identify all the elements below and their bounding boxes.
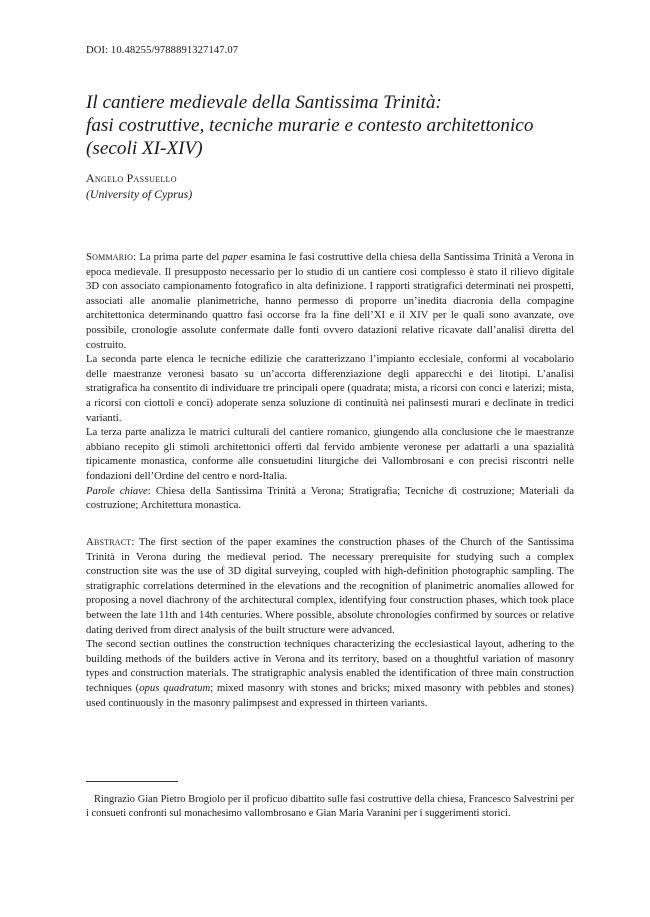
keywords (86, 484, 574, 513)
abstract-paragraph (86, 637, 574, 710)
author-affiliation: (University of Cyprus) (86, 187, 193, 201)
footnote-rule (86, 781, 178, 782)
author-name: Angelo Passuello (86, 171, 177, 185)
text-run: paper (222, 251, 248, 263)
sommario-section (86, 250, 574, 513)
sommario-paragraph: La seconda parte elenca le tecniche edilizie che caratterizzano l’impianto ecclesiale, conformi al vocabolario delle maestranze veronesi basato su un’accorta differenziazione degli apparecchi e dei litotipi. L’analisi stratigrafica ha consentito di individuare tre principali opere (quadrata; mista, a ricorsi con conci e laterizi; mista, a ricorsi con ciottoli e conci) adoperate senza soluzione di continuità nei palinsesti murari e declinate in tredici varianti. (86, 353, 574, 424)
title-line: fasi costruttive, tecniche murarie e contesto architettonico (86, 115, 534, 136)
title-line: Il cantiere medievale della Santissima Trinità: (86, 92, 442, 113)
text-run: opus quadratum (139, 681, 211, 694)
abstract-paragraph (86, 535, 574, 637)
text-run: The second section outlines the construction techniques characterizing the ecclesiastical layout, adhering to the building methods of the builders active in Verona and its territory, based on a thoughtful variation of masonry types and construction materials. The stratigraphic analysis enabled the identification of three main construction techniques ( (86, 638, 574, 694)
sommario-label: Sommario: (86, 251, 137, 263)
paper-title (86, 91, 574, 160)
footnote: Ringrazio Gian Pietro Brogiolo per il proficuo dibattito sulle fasi costruttive della chiesa, Francesco Salvestrini per i consueti confronti sul monachesimo vallombrosano e Gian Maria Varanini per i suggerimenti storici. (86, 794, 574, 820)
abstract-label: Abstract: (86, 536, 135, 548)
keywords-label: Parole chiave (86, 484, 148, 497)
doi: DOI: 10.48255/9788891327147.07 (86, 45, 239, 56)
text-run: esamina le fasi costruttive della chiesa della Santissima Trinità a Verona in epoca medievale. Il presupposto necessario per lo studio di un cantiere così complesso è stato il rilievo digitale 3D con associato campionamento fotografico in alta definizione. I rapporti stratigrafici determinati nei prospetti, associati alle anomalie planimetriche, hanno permesso di proporre un’inedita diacronia della compagine architettonica determinando quattro fasi occorse fra la fine dell’XI e il XIV per le quali sono avanzate, ove possibile, cronologie assolute confermate dalle fonti ovvero datazioni relative ricavate dall’analisi diretta del costruito. (86, 251, 574, 351)
text-run: ; mixed masonry with stones and bricks; mixed masonry with pebbles and stones) used continuously in the masonry palimpsest and expressed in thirteen variants. (86, 681, 574, 709)
title-line: (secoli XI-XIV) (86, 138, 203, 159)
keywords-list: : Chiesa della Santissima Trinità a Verona; Stratigrafia; Tecniche di costruzione; Materiali da costruzione; Architettura monastica. (86, 484, 574, 512)
text-run: La prima parte del (136, 251, 223, 263)
text-run: The first section of the paper examines the construction phases of the Church of the Santissima Trinità in Verona during the medieval period. The necessary prerequisite for studying such a complex construction site was the use of 3D digital surveying, coupled with high-definition photographic sampling. The stratigraphic correlations determined in the elevations and the recognition of planimetric anomalies allowed for proposing a novel diachrony of the architectural complex, identifying four construction phases, which took place between the late 11th and 14th centuries. Where possible, absolute chronologies confirmed by sources or relative dating derived from direct analysis of the built structure were advanced. (86, 536, 574, 636)
sommario-paragraph (86, 250, 574, 352)
abstract-section (86, 535, 574, 710)
sommario-paragraph: La terza parte analizza le matrici culturali del cantiere romanico, giungendo alla conclusione che le maestranze abbiano recepito gli stimoli architettonici offerti dal fervido ambiente veronese per adattarli a una spazialità tipicamente monastica, conforme alle consuetudini liturgiche dei Vallombrosani e con precisi riscontri nelle fondazioni dell’Ordine del centro e nord-Italia. (86, 426, 574, 482)
